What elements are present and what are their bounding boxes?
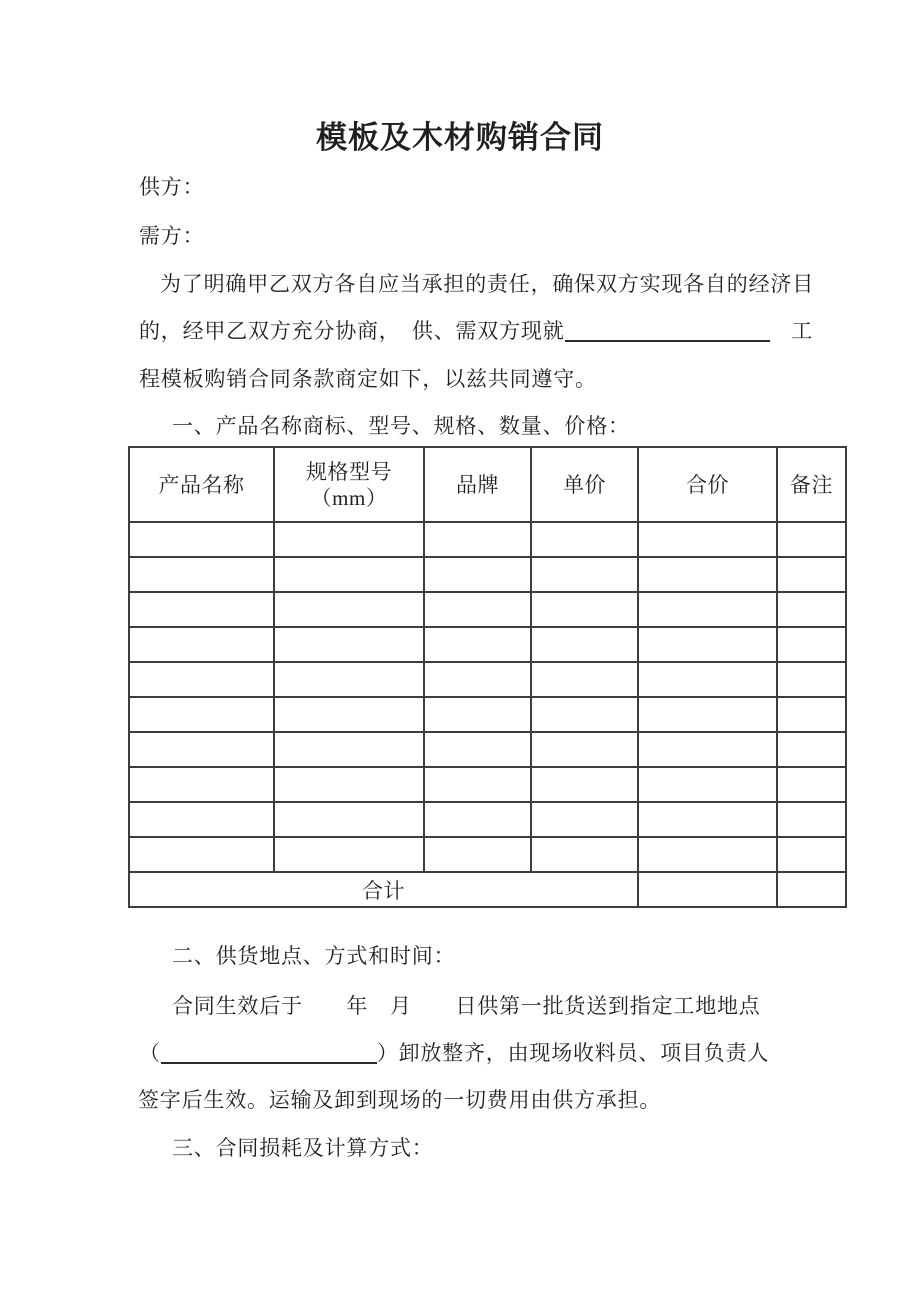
header-spec-model: 规格型号 （mm） — [274, 447, 424, 522]
empty-cell — [531, 557, 638, 592]
empty-cell — [274, 732, 424, 767]
product-row-empty — [129, 837, 846, 872]
buyer-line: 需方： — [139, 224, 205, 248]
empty-cell — [638, 522, 777, 557]
empty-cell — [274, 557, 424, 592]
empty-cell — [129, 557, 274, 592]
empty-cell — [274, 767, 424, 802]
intro-line-2-text: 的，经甲乙双方充分协商， 供、需双方现就 — [139, 319, 565, 343]
empty-cell — [638, 627, 777, 662]
delivery-date-line: 合同生效后于 年 月 日供第一批货送到指定工地地点 — [172, 994, 761, 1018]
empty-cell — [638, 732, 777, 767]
empty-cell — [274, 592, 424, 627]
total-row — [129, 872, 846, 907]
empty-cell — [638, 767, 777, 802]
empty-cell — [638, 592, 777, 627]
intro-line-2-suffix: 工 — [769, 319, 814, 343]
empty-cell — [129, 662, 274, 697]
empty-cell — [777, 732, 846, 767]
empty-cell — [129, 837, 274, 872]
location-close-text: ）卸放整齐，由现场收料员、项目负责人 — [376, 1041, 770, 1065]
document-title: 模板及木材购销合同 — [316, 120, 604, 155]
empty-cell — [129, 592, 274, 627]
empty-cell — [777, 697, 846, 732]
empty-cell — [424, 627, 531, 662]
empty-cell — [777, 592, 846, 627]
empty-cell — [274, 697, 424, 732]
empty-cell — [424, 522, 531, 557]
empty-cell — [777, 662, 846, 697]
product-row-empty — [129, 522, 846, 557]
empty-cell — [129, 697, 274, 732]
empty-cell — [424, 732, 531, 767]
location-blank-line — [161, 1062, 377, 1064]
product-row-empty — [129, 662, 846, 697]
empty-cell — [531, 592, 638, 627]
empty-cell — [777, 802, 846, 837]
empty-cell — [777, 522, 846, 557]
empty-cell — [129, 802, 274, 837]
empty-cell — [424, 837, 531, 872]
empty-cell — [424, 802, 531, 837]
product-row-empty — [129, 732, 846, 767]
empty-cell — [777, 837, 846, 872]
section-3-heading: 三、合同损耗及计算方式： — [172, 1136, 434, 1160]
product-row-empty — [129, 767, 846, 802]
delivery-terms-line: 签字后生效。运输及卸到现场的一切费用由供方承担。 — [138, 1088, 662, 1112]
location-open-paren: （ — [139, 1041, 161, 1065]
empty-cell — [777, 767, 846, 802]
empty-cell — [531, 767, 638, 802]
section-1-heading: 一、产品名称商标、型号、规格、数量、价格： — [172, 414, 630, 438]
intro-line-3: 程模板购销合同条款商定如下，以兹共同遵守。 — [139, 367, 597, 391]
empty-cell — [424, 767, 531, 802]
empty-cell — [424, 592, 531, 627]
header-product-name: 产品名称 — [129, 447, 274, 522]
empty-cell — [129, 522, 274, 557]
total-remarks-cell — [777, 872, 846, 907]
empty-cell — [531, 662, 638, 697]
empty-cell — [129, 627, 274, 662]
empty-cell — [638, 662, 777, 697]
empty-cell — [424, 557, 531, 592]
intro-line-1: 为了明确甲乙双方各自应当承担的责任，确保双方实现各自的经济目 — [160, 272, 814, 296]
empty-cell — [531, 837, 638, 872]
empty-cell — [638, 557, 777, 592]
empty-cell — [638, 802, 777, 837]
header-remarks: 备注 — [777, 447, 846, 522]
empty-cell — [531, 627, 638, 662]
product-row-empty — [129, 592, 846, 627]
header-brand: 品牌 — [424, 447, 531, 522]
section-2-heading: 二、供货地点、方式和时间： — [172, 944, 456, 968]
empty-cell — [274, 627, 424, 662]
products-header-row — [129, 447, 846, 522]
product-row-empty — [129, 802, 846, 837]
product-row-empty — [129, 627, 846, 662]
product-row-empty — [129, 557, 846, 592]
empty-cell — [274, 662, 424, 697]
products-table — [128, 446, 847, 908]
empty-cell — [274, 837, 424, 872]
empty-cell — [531, 802, 638, 837]
project-name-blank-line — [565, 340, 770, 342]
empty-cell — [638, 837, 777, 872]
empty-cell — [777, 627, 846, 662]
intro-line-2 — [139, 318, 813, 345]
empty-cell — [424, 697, 531, 732]
supplier-line: 供方： — [139, 175, 205, 199]
empty-cell — [274, 802, 424, 837]
empty-cell — [531, 697, 638, 732]
header-unit-price: 单价 — [531, 447, 638, 522]
empty-cell — [531, 732, 638, 767]
total-label-cell: 合计 — [129, 872, 638, 907]
empty-cell — [531, 522, 638, 557]
products-empty-rows — [129, 522, 846, 872]
empty-cell — [129, 767, 274, 802]
total-price-cell — [638, 872, 777, 907]
header-total-price: 合价 — [638, 447, 777, 522]
empty-cell — [777, 557, 846, 592]
empty-cell — [129, 732, 274, 767]
empty-cell — [274, 522, 424, 557]
delivery-location-line — [139, 1040, 769, 1067]
empty-cell — [424, 662, 531, 697]
product-row-empty — [129, 697, 846, 732]
empty-cell — [638, 697, 777, 732]
